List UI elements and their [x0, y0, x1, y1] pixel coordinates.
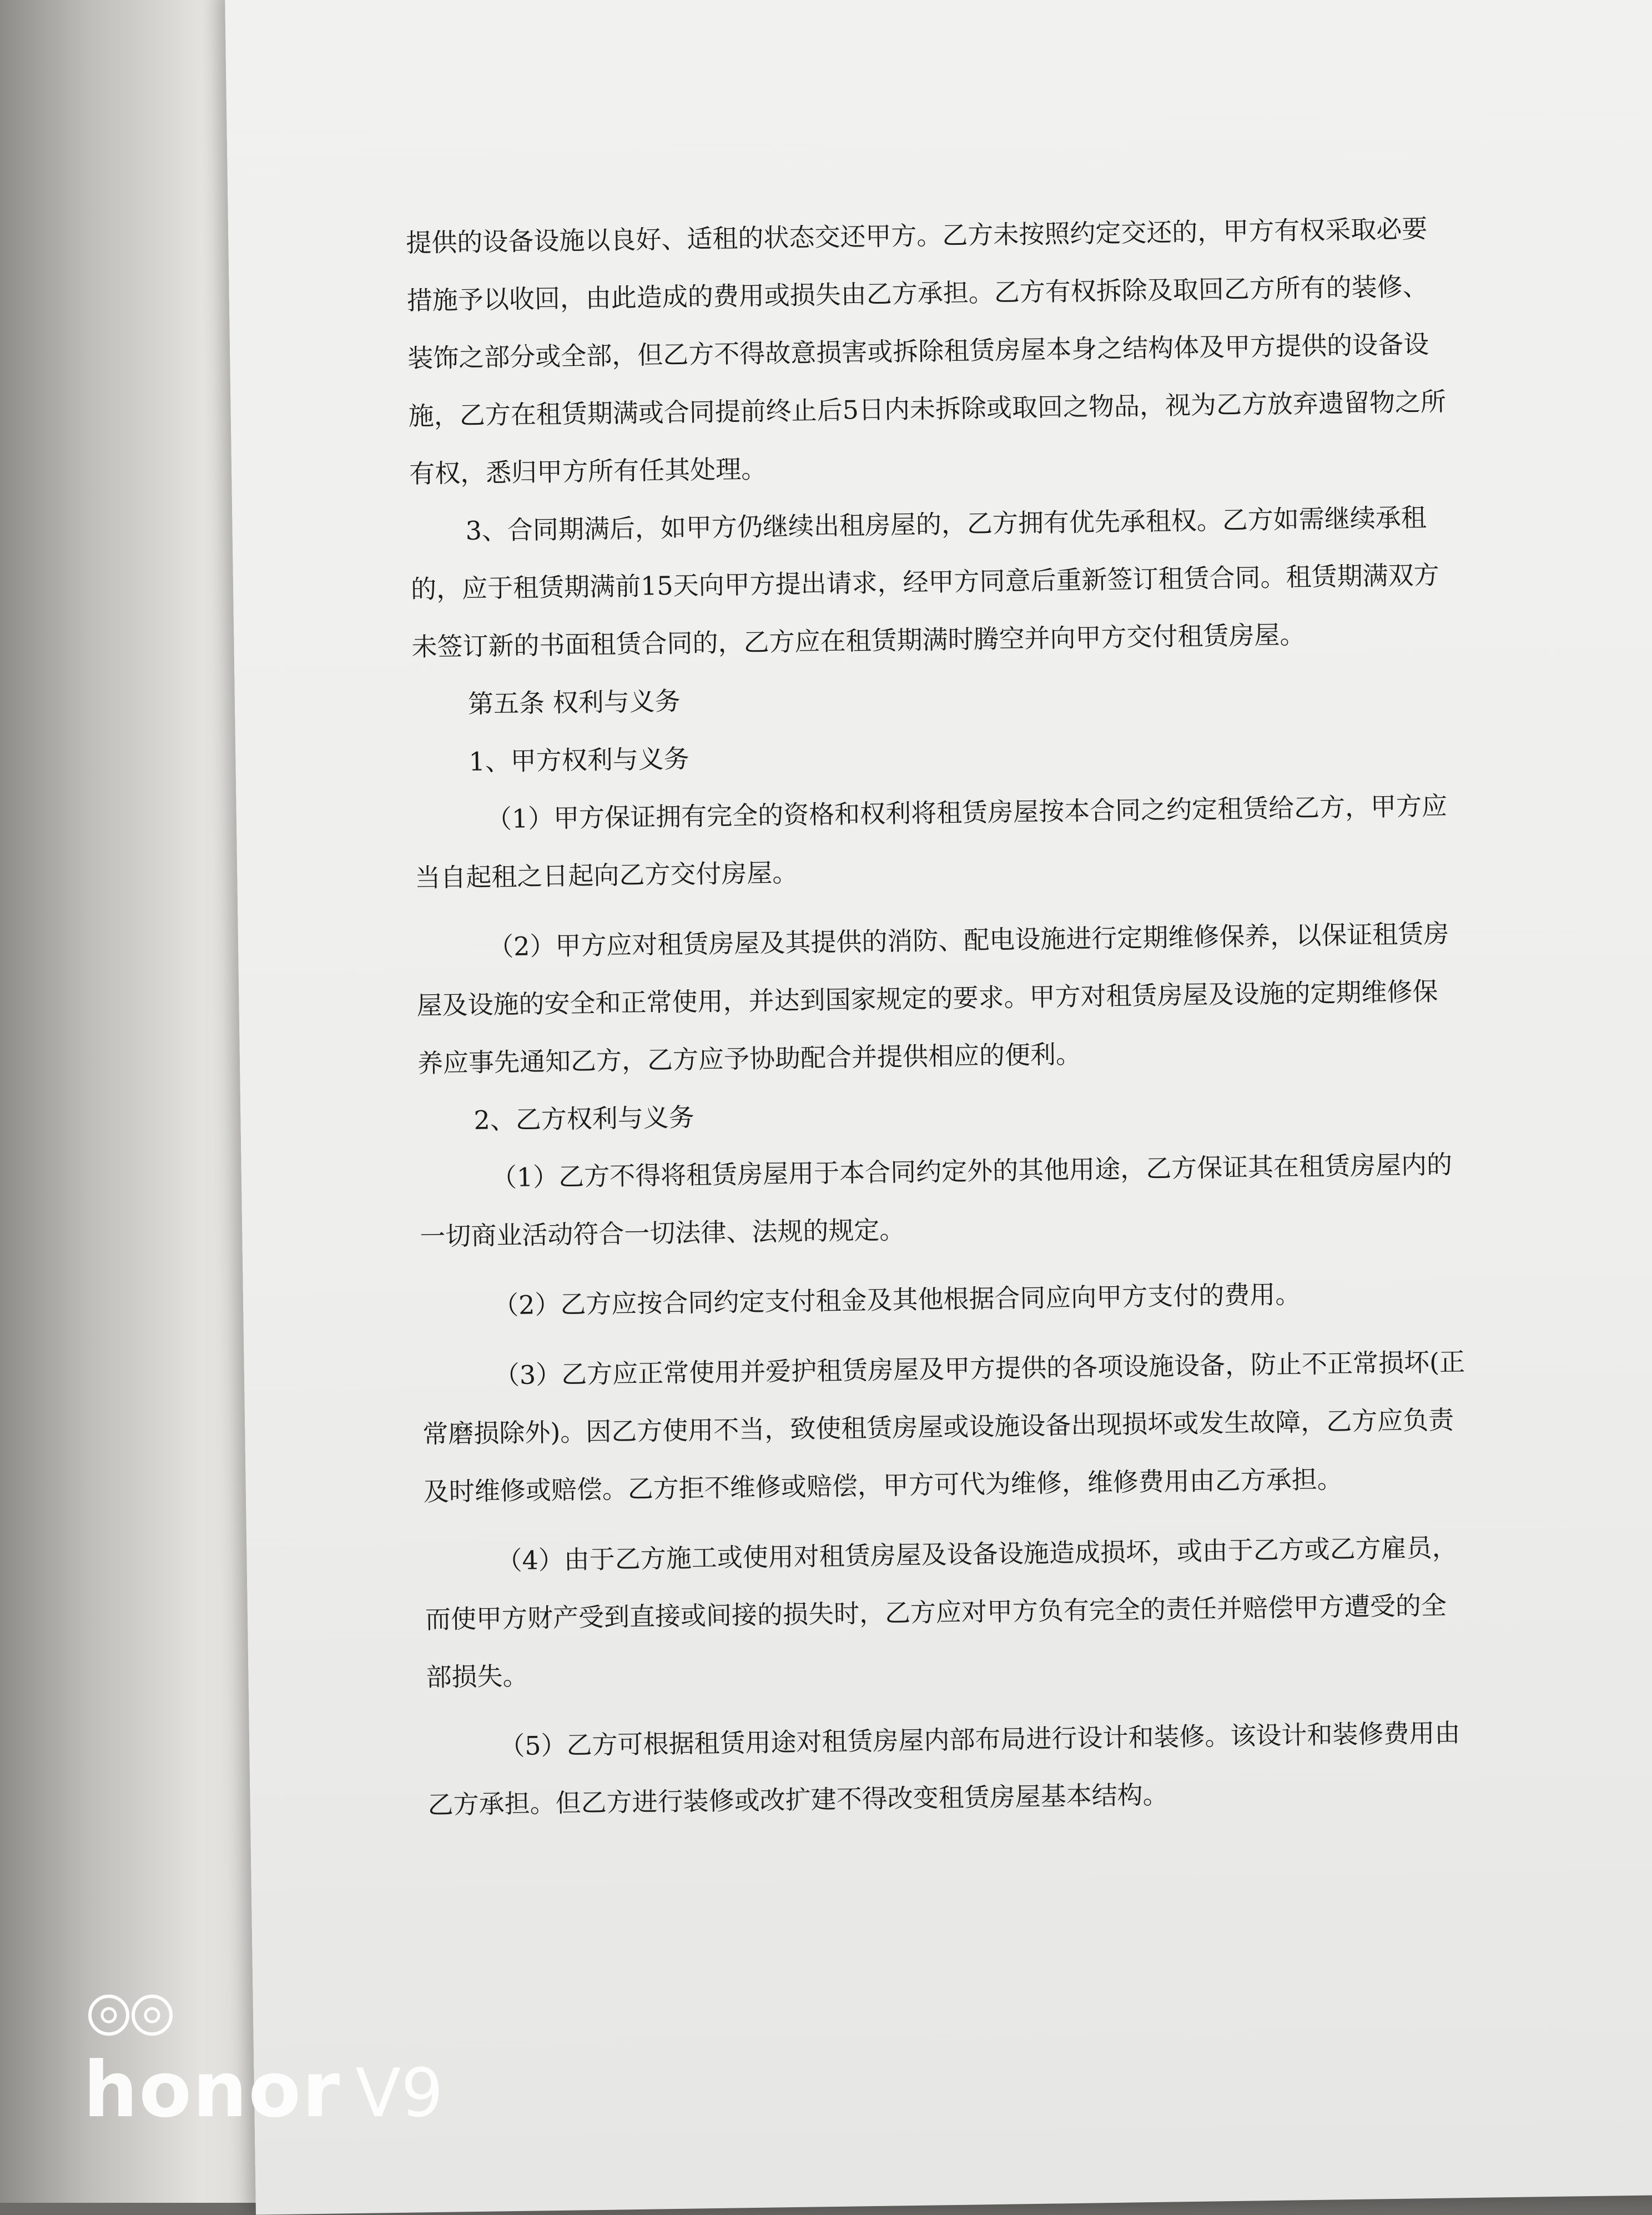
article-5-heading: 第五条 权利与义务: [467, 686, 681, 719]
dual-lens-camera-icon: [87, 1993, 198, 2037]
party-a-item-2: （2）甲方应对租赁房屋及其提供的消防、配电设施进行定期维修保养，以保证租赁房屋及设施的安全和正常使用，并达到国家规定的要求。甲方对租赁房屋及设施的定期维修保养应事先通知乙方，乙方应予协助配合并提供相应的便利。: [416, 918, 1449, 1079]
party-b-item-5: （5）乙方可根据租赁用途对租赁房屋内部布局进行设计和装修。该设计和装修费用由乙方承担。但乙方进行装修或改扩建不得改变租赁房屋基本结构。: [427, 1718, 1460, 1820]
party-b-item-3: （3）乙方应正常使用并爱护租赁房屋及甲方提供的各项设施设备，防止不正常损坏(正常磨损除外)。因乙方使用不当，致使租赁房屋或设施设备出现损坏或发生故障，乙方应负责及时维修或赔偿。乙方拒不维修或赔偿，甲方可代为维修，维修费用由乙方承担。: [422, 1347, 1465, 1507]
party-a-heading: 1、甲方权利与义务: [469, 743, 690, 777]
document-page: [225, 0, 1652, 2215]
paragraph-continuation: 提供的设备设施以良好、适租的状态交还甲方。乙方未按照约定交还的，甲方有权采取必要措施予以收回，由此造成的费用或损失由乙方承担。乙方有权拆除及取回乙方所有的装修、装饰之部分或全部，但乙方不得故意损害或拆除租赁房屋本身之结构体及甲方提供的设备设施，乙方在租赁期满或合同提前终止后5日内未拆除或取回之物品，视为乙方放弃遗留物之所有权，悉归甲方所有任其处理。: [406, 213, 1447, 489]
document-body: [406, 199, 1472, 1834]
party-b-item-1: （1）乙方不得将租赁房屋用于本合同约定外的其他用途，乙方保证其在租赁房屋内的一切商业活动符合一切法律、法规的规定。: [420, 1149, 1453, 1252]
party-b-heading: 2、乙方权利与义务: [474, 1102, 695, 1135]
clause-3-renewal: 3、合同期满后，如甲方仍继续出租房屋的，乙方拥有优先承租权。乙方如需继续承租的，应于租赁期满前15天向甲方提出请求，经甲方同意后重新签订租赁合同。租赁期满双方未签订新的书面租赁合同的，乙方应在租赁期满时腾空并向甲方交付租赁房屋。: [410, 502, 1439, 662]
model-label: V9: [355, 2055, 444, 2132]
camera-watermark: [83, 1993, 444, 2135]
brand-label: honor: [83, 2045, 341, 2135]
party-a-item-1: （1）甲方保证拥有完全的资格和权利将租赁房屋按本合同之约定租赁给乙方，甲方应当自起租之日起向乙方交付房屋。: [415, 791, 1448, 893]
party-b-item-4: （4）由于乙方施工或使用对租赁房屋及设备设施造成损坏，或由于乙方或乙方雇员，而使甲方财产受到直接或间接的损失时，乙方应对甲方负有完全的责任并赔偿甲方遭受的全部损失。: [425, 1532, 1458, 1693]
party-b-item-2: （2）乙方应按合同约定支付租金及其他根据合同应向甲方支付的费用。: [492, 1279, 1301, 1321]
